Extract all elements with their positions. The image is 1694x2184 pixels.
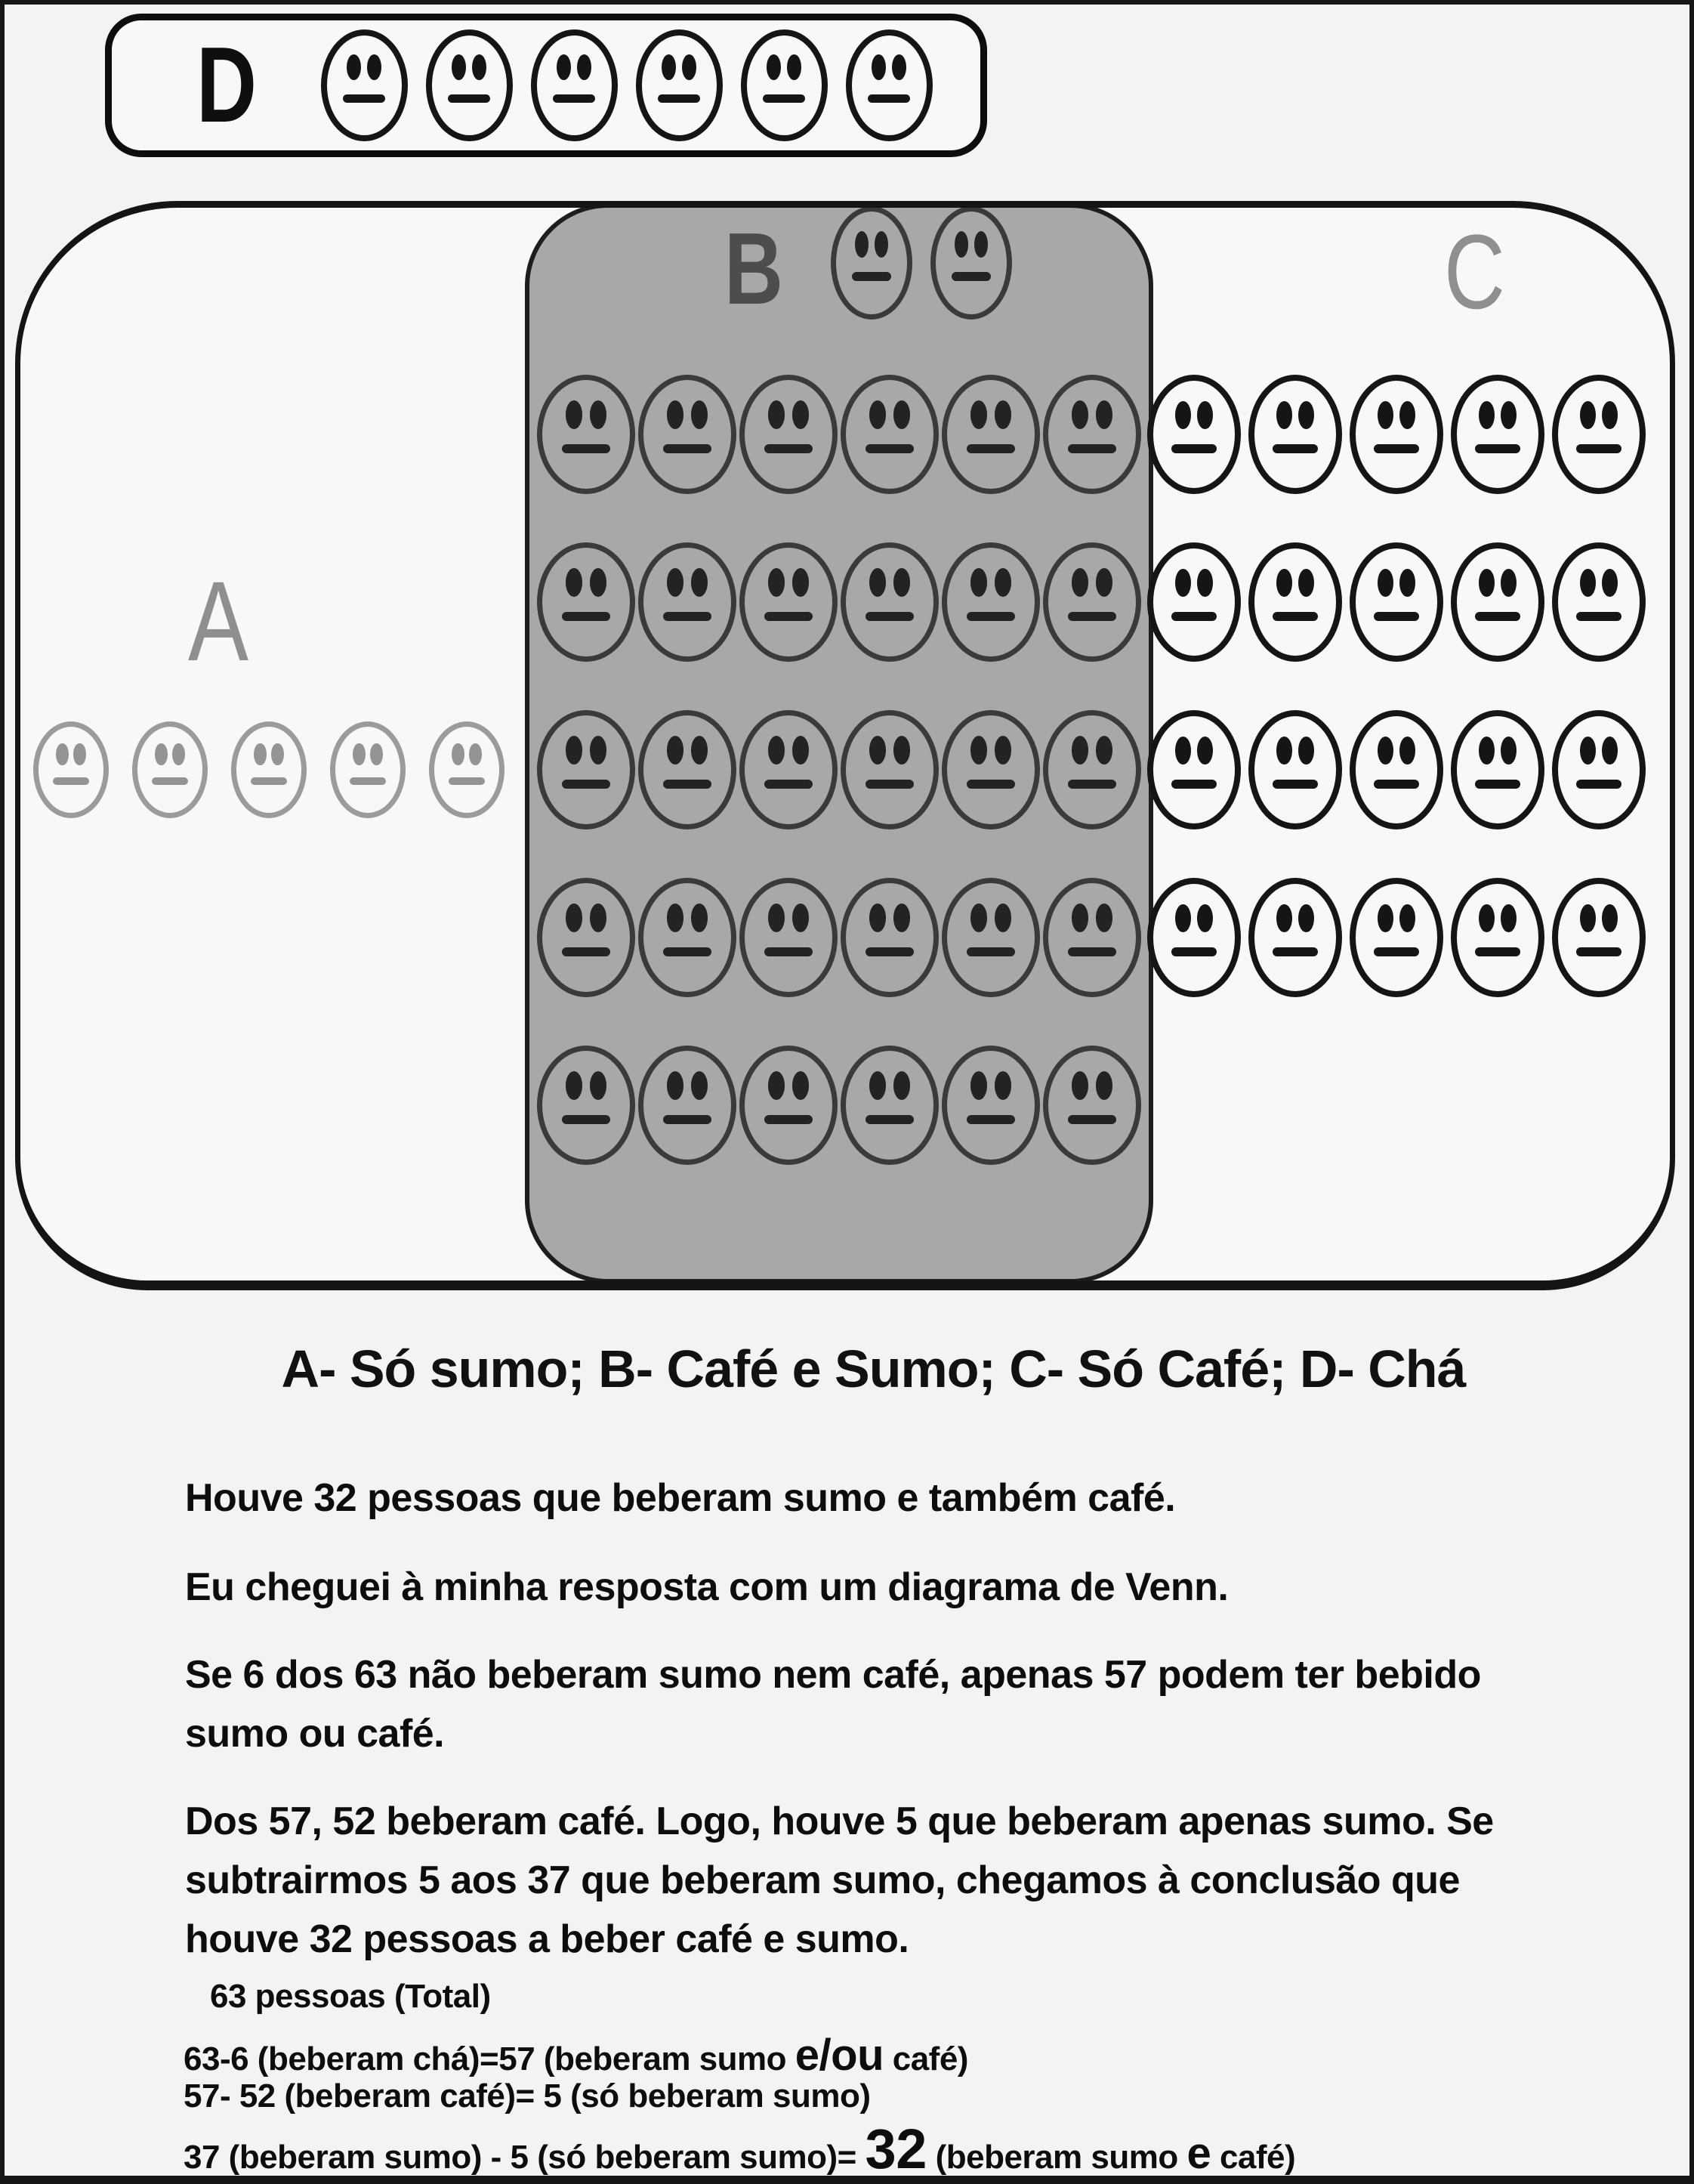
smiley-eye	[792, 904, 809, 931]
smiley-mouth	[1475, 612, 1520, 621]
smiley-c	[1451, 710, 1544, 829]
smiley-eye	[1602, 401, 1618, 429]
smiley-eye	[1096, 736, 1112, 764]
smiley-eye	[353, 743, 365, 766]
smiley-mouth	[448, 94, 489, 103]
venn-diagram	[15, 201, 1675, 1290]
smiley-eye	[970, 1071, 987, 1099]
smiley-d	[426, 29, 513, 141]
smiley-eye	[869, 904, 886, 931]
smiley-b	[841, 375, 939, 494]
region-a-label: A	[188, 558, 249, 684]
smiley-eye	[1479, 401, 1495, 429]
smiley-b	[942, 542, 1040, 662]
smiley-eye	[893, 568, 910, 596]
smiley-mouth	[1068, 1115, 1117, 1124]
smiley-mouth	[1475, 444, 1520, 453]
smiley-eye	[566, 568, 582, 596]
smiley-c	[1350, 710, 1443, 829]
group-d-smileys	[321, 29, 933, 141]
paragraph-line: Se 6 dos 63 não beberam sumo nem café, apenas 57 podem ter bebido	[185, 1653, 1481, 1697]
smiley-eye	[1175, 401, 1191, 429]
smiley-eye	[1602, 737, 1618, 765]
smiley-mouth	[763, 94, 804, 103]
smiley-a	[231, 721, 307, 818]
group-d-box	[105, 14, 987, 157]
smiley-eye	[995, 1071, 1011, 1099]
smiley-mouth	[1374, 612, 1419, 621]
calc-text: 63-6 (beberam chá)=57 (beberam sumo	[184, 2040, 795, 2077]
smiley-eye	[1378, 904, 1393, 932]
calc-emphasis: e/ou	[795, 2031, 884, 2080]
smiley-eye	[1378, 737, 1393, 765]
smiley-mouth	[1374, 444, 1419, 453]
smiley-eye	[590, 1071, 606, 1099]
smiley-mouth	[1273, 612, 1318, 621]
smiley-eye	[1399, 737, 1415, 765]
calc-emphasis: e	[1186, 2129, 1211, 2178]
smiley-b	[739, 878, 838, 997]
smiley-c	[1552, 710, 1646, 829]
smiley-c	[1147, 710, 1241, 829]
smiley-eye	[1072, 736, 1088, 764]
smiley-a	[132, 721, 208, 818]
smiley-mouth	[1475, 947, 1520, 956]
smiley-mouth	[1576, 612, 1621, 621]
smiley-mouth	[1273, 780, 1318, 789]
smiley-b	[638, 878, 736, 997]
smiley-mouth	[562, 1115, 611, 1124]
smiley-c	[1350, 878, 1443, 997]
smiley-mouth	[1068, 444, 1117, 453]
smiley-mouth	[764, 444, 813, 453]
smiley-eye	[1197, 569, 1213, 597]
smiley-eye	[370, 743, 382, 766]
smiley-eye	[1501, 569, 1517, 597]
smiley-b	[638, 542, 736, 662]
smiley-d	[531, 29, 618, 141]
smiley-eye	[691, 568, 708, 596]
smiley-eye	[1580, 904, 1596, 932]
smiley-c	[1552, 542, 1646, 662]
smiley-mouth	[553, 94, 594, 103]
smiley-mouth	[967, 947, 1016, 956]
smiley-eye	[970, 568, 987, 596]
smiley-eye	[872, 54, 886, 80]
smiley-mouth	[663, 947, 712, 956]
smiley-eye	[1399, 569, 1415, 597]
smiley-eye	[768, 400, 785, 428]
smiley-b	[739, 1046, 838, 1165]
smiley-mouth	[866, 780, 915, 789]
smiley-eye	[662, 54, 676, 80]
smiley-eye	[1399, 904, 1415, 932]
smiley-eye	[1602, 569, 1618, 597]
smiley-eye	[787, 54, 801, 80]
smiley-mouth	[1171, 444, 1217, 453]
smiley-b	[841, 542, 939, 662]
smiley-mouth	[562, 947, 611, 956]
paragraph-line: subtrairmos 5 aos 37 que beberam sumo, chegamos à conclusão que	[185, 1858, 1460, 1902]
smiley-a	[429, 721, 504, 818]
smiley-mouth	[764, 1115, 813, 1124]
smiley-eye	[1399, 401, 1415, 429]
smiley-mouth	[1475, 780, 1520, 789]
smiley-mouth	[1273, 947, 1318, 956]
smiley-eye	[1197, 401, 1213, 429]
smiley-b	[930, 206, 1012, 320]
smiley-eye	[970, 904, 987, 931]
smiley-eye	[1197, 904, 1213, 932]
smiley-eye	[792, 568, 809, 596]
calc-line	[184, 2077, 870, 2115]
smiley-eye	[1175, 737, 1191, 765]
smiley-mouth	[866, 612, 915, 621]
smiley-c	[1451, 375, 1544, 494]
smiley-eye	[974, 231, 988, 258]
calc-text: (beberam sumo	[926, 2139, 1187, 2176]
smiley-b	[1043, 878, 1141, 997]
paragraph	[185, 1469, 1175, 1528]
smiley-c	[1248, 710, 1342, 829]
smiley-mouth	[562, 780, 611, 789]
smiley-d	[846, 29, 933, 141]
smiley-eye	[1501, 904, 1517, 932]
smiley-eye	[557, 54, 571, 80]
smiley-eye	[172, 743, 184, 766]
smiley-b	[942, 1046, 1040, 1165]
smiley-eye	[566, 736, 582, 764]
smiley-eye	[1096, 568, 1112, 596]
smiley-mouth	[868, 94, 909, 103]
smiley-b	[739, 375, 838, 494]
smiley-d	[321, 29, 408, 141]
smiley-b	[638, 710, 736, 829]
smiley-eye	[1096, 904, 1112, 931]
smiley-eye	[768, 568, 785, 596]
smiley-mouth	[658, 94, 699, 103]
calc-line	[184, 2118, 1296, 2180]
smiley-eye	[970, 736, 987, 764]
smiley-b	[942, 878, 1040, 997]
paragraph-line: Dos 57, 52 beberam café. Logo, houve 5 que beberam apenas sumo. Se	[185, 1799, 1494, 1843]
smiley-eye	[667, 1071, 683, 1099]
smiley-eye	[869, 1071, 886, 1099]
smiley-c	[1248, 878, 1342, 997]
smiley-mouth	[663, 612, 712, 621]
smiley-a	[330, 721, 406, 818]
smiley-eye	[1479, 904, 1495, 932]
smiley-eye	[1276, 737, 1292, 765]
smiley-eye	[452, 743, 464, 766]
smiley-eye	[1197, 737, 1213, 765]
smiley-mouth	[952, 272, 992, 281]
smiley-d	[636, 29, 723, 141]
smiley-b	[1043, 375, 1141, 494]
smiley-mouth	[343, 94, 384, 103]
smiley-mouth	[152, 777, 188, 785]
smiley-eye	[768, 736, 785, 764]
smiley-mouth	[1576, 444, 1621, 453]
smiley-eye	[1298, 737, 1314, 765]
smiley-eye	[995, 568, 1011, 596]
smiley-eye	[590, 400, 606, 428]
smiley-mouth	[350, 777, 386, 785]
smiley-mouth	[1068, 947, 1117, 956]
smiley-b	[841, 1046, 939, 1165]
smiley-eye	[1298, 401, 1314, 429]
smiley-mouth	[1374, 947, 1419, 956]
smiley-eye	[1072, 400, 1088, 428]
smiley-mouth	[866, 947, 915, 956]
calc-text: 63 pessoas (Total)	[210, 1978, 491, 2015]
legend-caption: A- Só sumo; B- Café e Sumo; C- Só Café; D- Chá	[281, 1339, 1466, 1398]
smiley-eye	[590, 568, 606, 596]
smiley-mouth	[449, 777, 485, 785]
smiley-eye	[893, 1071, 910, 1099]
smiley-mouth	[663, 444, 712, 453]
smiley-mouth	[1576, 947, 1621, 956]
smiley-eye	[767, 54, 781, 80]
smiley-eye	[1479, 569, 1495, 597]
smiley-eye	[768, 1071, 785, 1099]
group-d-label: D	[196, 25, 257, 145]
smiley-eye	[682, 54, 696, 80]
smiley-eye	[73, 743, 85, 766]
smiley-b	[537, 542, 635, 662]
smiley-eye	[1580, 737, 1596, 765]
smiley-c	[1350, 542, 1443, 662]
smiley-eye	[1276, 569, 1292, 597]
smiley-eye	[271, 743, 283, 766]
smiley-mouth	[1171, 780, 1217, 789]
smiley-mouth	[562, 444, 611, 453]
smiley-eye	[1378, 401, 1393, 429]
smiley-eye	[691, 1071, 708, 1099]
smiley-eye	[995, 400, 1011, 428]
smiley-mouth	[764, 612, 813, 621]
smiley-b	[841, 710, 939, 829]
smiley-eye	[875, 231, 888, 258]
smiley-b	[638, 375, 736, 494]
smiley-eye	[893, 904, 910, 931]
smiley-eye	[1276, 401, 1292, 429]
smiley-eye	[667, 904, 683, 931]
paragraph	[185, 1558, 1228, 1617]
smiley-eye	[566, 904, 582, 931]
smiley-eye	[691, 904, 708, 931]
smiley-b	[1043, 710, 1141, 829]
smiley-b	[831, 206, 912, 320]
smiley-eye	[995, 904, 1011, 931]
paragraph-line: houve 32 pessoas a beber café e sumo.	[185, 1917, 909, 1961]
smiley-eye	[691, 736, 708, 764]
smiley-b	[1043, 542, 1141, 662]
smiley-eye	[792, 400, 809, 428]
smiley-mouth	[1171, 612, 1217, 621]
calc-text: café)	[1211, 2139, 1296, 2176]
calc-text: 37 (beberam sumo) - 5 (só beberam sumo)=	[184, 2139, 866, 2176]
smiley-eye	[347, 54, 361, 80]
calc-line	[210, 1978, 491, 2016]
smiley-eye	[893, 400, 910, 428]
smiley-b	[537, 878, 635, 997]
smiley-eye	[1580, 401, 1596, 429]
calc-line	[184, 2031, 968, 2080]
smiley-b	[841, 878, 939, 997]
smiley-eye	[667, 400, 683, 428]
smiley-c	[1552, 878, 1646, 997]
smiley-eye	[155, 743, 167, 766]
region-b-label: B	[724, 212, 783, 326]
smiley-eye	[56, 743, 68, 766]
smiley-eye	[1096, 1071, 1112, 1099]
smiley-mouth	[663, 1115, 712, 1124]
smiley-mouth	[1171, 947, 1217, 956]
smiley-mouth	[1068, 780, 1117, 789]
paragraph-line: sumo ou café.	[185, 1712, 445, 1756]
smiley-mouth	[967, 612, 1016, 621]
smiley-c	[1451, 878, 1544, 997]
smiley-eye	[892, 54, 906, 80]
smiley-eye	[855, 231, 869, 258]
smiley-b	[739, 710, 838, 829]
smiley-eye	[1479, 737, 1495, 765]
smiley-eye	[1378, 569, 1393, 597]
smiley-eye	[1602, 904, 1618, 932]
smiley-eye	[1072, 904, 1088, 931]
smiley-mouth	[53, 777, 89, 785]
smiley-eye	[1298, 569, 1314, 597]
smiley-eye	[792, 1071, 809, 1099]
smiley-eye	[893, 736, 910, 764]
smiley-b	[537, 375, 635, 494]
smiley-b	[942, 375, 1040, 494]
smiley-mouth	[1068, 612, 1117, 621]
calc-text: 57- 52 (beberam café)= 5 (só beberam sumo)	[184, 2077, 871, 2114]
smiley-d	[741, 29, 828, 141]
smiley-mouth	[852, 272, 892, 281]
smiley-eye	[869, 568, 886, 596]
smiley-eye	[792, 736, 809, 764]
smiley-eye	[869, 736, 886, 764]
smiley-mouth	[562, 612, 611, 621]
smiley-b	[537, 710, 635, 829]
smiley-mouth	[764, 947, 813, 956]
smiley-c	[1350, 375, 1443, 494]
smiley-eye	[667, 736, 683, 764]
smiley-mouth	[764, 780, 813, 789]
smiley-eye	[590, 736, 606, 764]
smiley-c	[1248, 542, 1342, 662]
smiley-eye	[1072, 568, 1088, 596]
smiley-eye	[577, 54, 591, 80]
smiley-eye	[1276, 904, 1292, 932]
smiley-b	[537, 1046, 635, 1165]
smiley-eye	[1072, 1071, 1088, 1099]
smiley-eye	[955, 231, 968, 258]
smiley-eye	[691, 400, 708, 428]
paragraph	[185, 1645, 1481, 1763]
smiley-eye	[367, 54, 381, 80]
smiley-mouth	[866, 1115, 915, 1124]
smiley-c	[1147, 542, 1241, 662]
smiley-eye	[1501, 737, 1517, 765]
smiley-eye	[869, 400, 886, 428]
smiley-b	[1043, 1046, 1141, 1165]
calc-text: café)	[884, 2040, 968, 2077]
smiley-eye	[1175, 904, 1191, 932]
smiley-mouth	[967, 1115, 1016, 1124]
smiley-b	[638, 1046, 736, 1165]
smiley-c	[1552, 375, 1646, 494]
smiley-a	[33, 721, 109, 818]
smiley-c	[1451, 542, 1544, 662]
smiley-eye	[1580, 569, 1596, 597]
smiley-eye	[667, 568, 683, 596]
smiley-eye	[452, 54, 466, 80]
paragraph-line: Eu cheguei à minha resposta com um diagrama de Venn.	[185, 1565, 1229, 1609]
smiley-eye	[1175, 569, 1191, 597]
smiley-b	[942, 710, 1040, 829]
smiley-c	[1147, 375, 1241, 494]
calc-emphasis: 32	[865, 2118, 927, 2180]
smiley-mouth	[967, 444, 1016, 453]
smiley-mouth	[1273, 444, 1318, 453]
smiley-eye	[1298, 904, 1314, 932]
smiley-eye	[472, 54, 486, 80]
smiley-eye	[566, 400, 582, 428]
smiley-eye	[254, 743, 266, 766]
smiley-eye	[566, 1071, 582, 1099]
smiley-mouth	[1576, 780, 1621, 789]
smiley-eye	[1096, 400, 1112, 428]
smiley-eye	[768, 904, 785, 931]
smiley-mouth	[251, 777, 287, 785]
smiley-eye	[970, 400, 987, 428]
region-c-label: C	[1444, 212, 1505, 331]
smiley-c	[1248, 375, 1342, 494]
smiley-mouth	[866, 444, 915, 453]
smiley-mouth	[663, 780, 712, 789]
smiley-eye	[469, 743, 481, 766]
smiley-mouth	[1374, 780, 1419, 789]
paragraph	[185, 1792, 1494, 1969]
smiley-eye	[1501, 401, 1517, 429]
smiley-eye	[995, 736, 1011, 764]
smiley-c	[1147, 878, 1241, 997]
smiley-b	[739, 542, 838, 662]
paragraph-line: Houve 32 pessoas que beberam sumo e também café.	[185, 1476, 1176, 1520]
smiley-mouth	[967, 780, 1016, 789]
smiley-eye	[590, 904, 606, 931]
